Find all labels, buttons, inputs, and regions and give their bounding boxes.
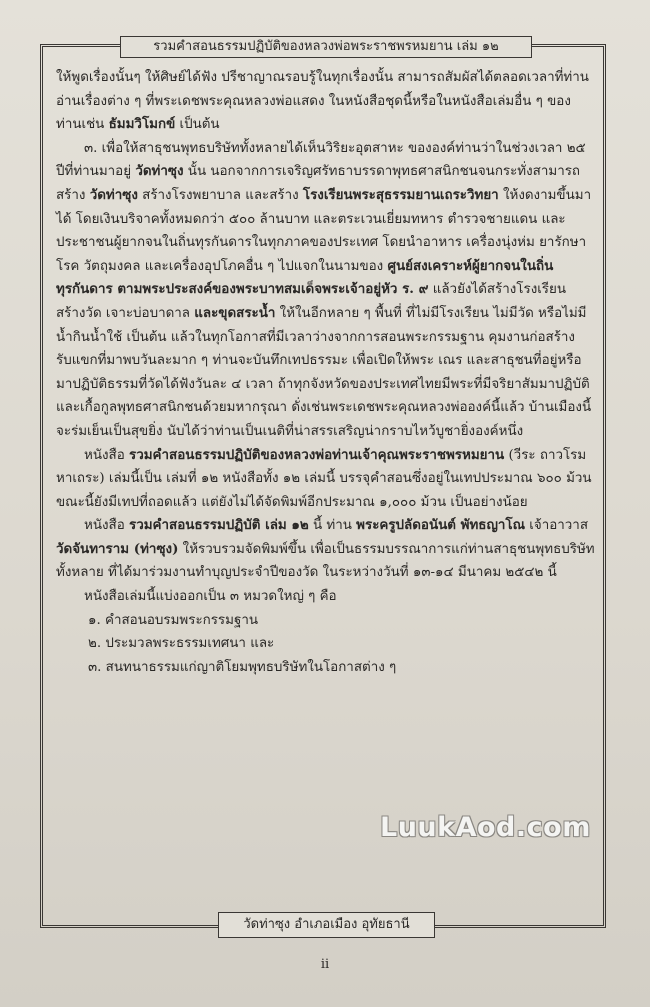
bold-text: วัดท่าซุง [89,186,138,203]
bold-text: วัดท่าซุง [135,163,184,180]
bold-text: รวมคำสอนธรรมปฏิบัติ เล่ม ๑๒ [129,517,309,534]
text: แล้วยังได้สร้างโรงเรียน สร้างวัด เจาะบ่อบาดาล [56,282,567,321]
paragraph-4 [56,514,596,585]
text: เป็นต้น [179,117,220,133]
bold-text: รวมคำสอนธรรมปฏิบัติของหลวงพ่อท่านเจ้าคุณพระราชพรหมยาน [129,446,505,463]
text: (วีระ ถาวโรมหาเถระ) เล่มนี้เป็น เล่มที่ ๑๒ หนังสือทั้ง ๑๒ เล่มนี้ บรรจุคำสอนซึ่งอยู่ในเทปประมาณ ๖๐๐ ม้วน ขณะนี้ยังมีเทปที่ถอดแล้ว แต่ยังไม่ได้จัดพิมพ์อีกประมาณ ๑,๐๐๐ ม้วน เป็นอย่างน้อย [56,447,592,510]
bold-text: โรงเรียนพระสุธรรมยานเถระวิทยา [302,186,499,203]
bold-text: วัดจันทาราม (ท่าซุง) [56,540,179,557]
text: เจ้าอาวาส [529,518,588,534]
text: ให้งดงามขึ้นมาได้ โดยเงินบริจาคทั้งหมดกว่า ๕๐๐ ล้านบาท และตระเวนเยี่ยมทหาร ตำรวจชายแดน และประชาชนผู้ยากจนในถิ่นทุรกันดารในทุกภาคของประเทศ โดยนำอาหาร เครื่องนุ่งห่ม ยารักษาโรค วัตถุมงคล และเครื่องอุปโภคอื่น ๆ ไปแจกในนามของ [56,187,592,274]
text: สร้างโรงพยาบาล และสร้าง [142,187,299,203]
paragraph-5: หนังสือเล่มนี้แบ่งออกเป็น ๓ หมวดใหญ่ ๆ คือ [84,589,337,605]
list-item: ๒. ประมวลพระธรรมเทศนา และ [88,636,275,652]
bold-text: ศูนย์สงเคราะห์ผู้ยากจนในถิ่นทุรกันดาร ตามพระประสงค์ของพระบาทสมเด็จพระเจ้าอยู่หัว ร. ๙ [56,257,554,298]
page-footer: วัดท่าซุง อำเภอเมือง อุทัยธานี [218,912,435,938]
bold-text: พระครูปลัดอนันต์ พัทธญาโณ [356,517,526,534]
paragraph-3 [56,444,596,515]
bold-title: ธัมมวิโมกข์ [108,116,176,133]
list-item: ๓. สนทนาธรรมแก่ญาติโยมพุทธบริษัทในโอกาสต่าง ๆ [88,659,397,675]
text: หนังสือ [84,447,125,463]
bold-text: และขุดสระน้ำ [194,304,276,321]
text: ให้รวบรวมจัดพิมพ์ขึ้น เพื่อเป็นธรรมบรรณาการแก่ท่านสาธุชนพุทธบริษัททั้งหลาย ที่ได้มาร่วมงานทำบุญประจำปีของวัด ในระหว่างวันที่ ๑๓-๑๔ มีนาคม ๒๕๔๒ นี้ [56,541,595,581]
body-text [56,66,596,679]
text: นั้น นอกจากการเจริญศรัทธาบรรดาพุทธศาสนิกชนจนกระทั่งสามารถสร้าง [56,164,581,203]
paragraph-2 [56,137,596,444]
watermark-logo: LuukAod.com [380,812,591,843]
text: ให้ในอีกหลาย ๆ พื้นที่ ที่ไม่มีโรงเรียน ไม่มีวัด หรือไม่มีน้ำกินน้ำใช้ เป็นต้น แล้วในทุกโอกาสที่มีเวลาว่างจากการสอนพระกรรมฐาน คุมงานก่อสร้าง รับแขกที่มาพบวันละมาก ๆ ท่านจะบันทึกเทปธรรมะ เพื่อเปิดให้พระ เณร และสาธุชนที่อยู่หรือมาปฏิบัติธรรมที่วัดได้ฟังวันละ ๔ เวลา ถ้าทุกจังหวัดของประเทศไทยมีพระที่มีจริยาสัมมาปฏิบัติและเกื้อกูลพุทธศาสนิกชนด้วยมหากรุณา ดั่งเช่นพระเดชพระคุณหลวงพ่อองค์นี้แล้ว บ้านเมืองนี้จะร่มเย็นเป็นสุขยิ่ง นับได้ว่าท่านเป็นเนติที่น่าสรรเสริญน่ากราบไหว้บูชายิ่งองค์หนึ่ง [56,305,592,439]
page-number: ii [320,957,330,972]
text: นี้ ท่าน [312,518,352,534]
text: หนังสือ [84,518,125,534]
page-header: รวมคำสอนธรรมปฏิบัติของหลวงพ่อพระราชพรหมยาน เล่ม ๑๒ [120,36,532,58]
list-item: ๑. คำสอนอบรมพระกรรมฐาน [88,612,259,628]
text: ให้พูดเรื่องนั้นๆ ให้ศิษย์ได้ฟัง ปรีชาญาณรอบรู้ในทุกเรื่องนั้น สามารถสัมผัสได้ตลอดเวลาที่ท่านอ่านเรื่องต่าง ๆ ที่พระเดชพระคุณหลวงพ่อแสดง ในหนังสือชุดนี้หรือในหนังสือเล่มอื่น ๆ ของท่านเช่น [56,70,589,133]
paragraph-1 [56,66,596,137]
text: ๓. เพื่อให้สาธุชนพุทธบริษัททั้งหลายได้เห็นวิริยะอุตสาหะ ขององค์ท่านว่าในช่วงเวลา ๒๕ ปีที่ท่านมาอยู่ [56,140,586,180]
